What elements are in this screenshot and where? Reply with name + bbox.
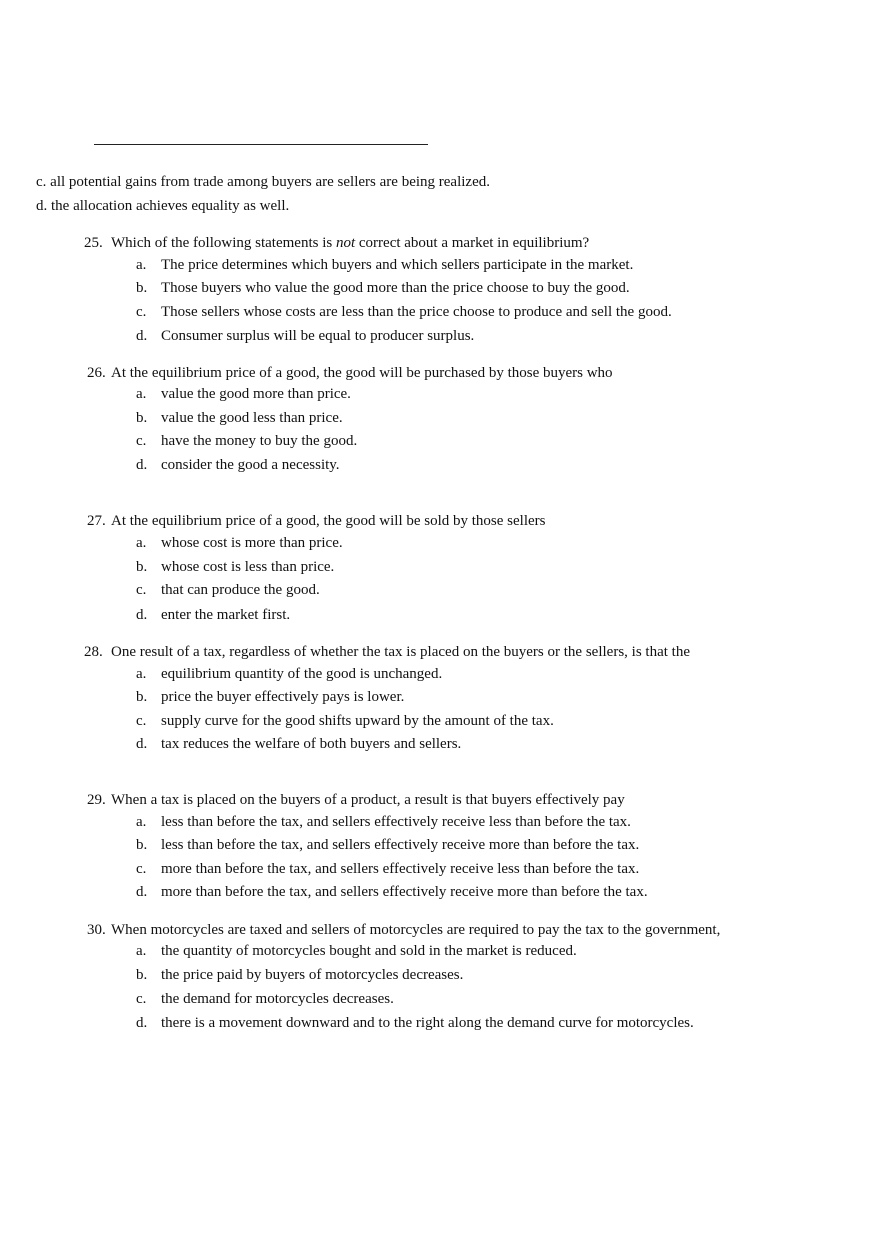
option-letter: d. <box>136 328 148 344</box>
question-number: 26. <box>87 365 106 381</box>
question-stem: When motorcycles are taxed and sellers of motorcycles are required to pay the tax to the government, <box>111 922 721 938</box>
option-text: supply curve for the good shifts upward by the amount of the tax. <box>161 713 554 729</box>
option-letter: b. <box>136 689 148 705</box>
option-text: value the good more than price. <box>161 386 351 402</box>
option-text: whose cost is more than price. <box>161 535 343 551</box>
option-letter: d. <box>136 607 148 623</box>
stem-text: correct about a market in equilibrium? <box>355 235 590 251</box>
option-text: enter the market first. <box>161 607 291 623</box>
option-text: there is a movement downward and to the right along the demand curve for motorcycles. <box>161 1015 694 1031</box>
option-letter: a. <box>136 386 147 402</box>
option-text: equilibrium quantity of the good is unchanged. <box>161 666 443 682</box>
option-letter: d. <box>136 457 148 473</box>
option-text: Those buyers who value the good more than the price choose to buy the good. <box>161 280 630 296</box>
option-text: have the money to buy the good. <box>161 433 358 449</box>
carryover-option-d: d. the allocation achieves equality as well. <box>36 198 290 214</box>
question-number: 25. <box>84 235 103 251</box>
option-letter: c. <box>136 713 147 729</box>
answer-blank-line <box>94 144 428 145</box>
option-letter: a. <box>136 666 147 682</box>
option-letter: d. <box>136 884 148 900</box>
option-text: less than before the tax, and sellers effectively receive less than before the tax. <box>161 814 631 830</box>
option-text: whose cost is less than price. <box>161 559 335 575</box>
question-stem: One result of a tax, regardless of whether the tax is placed on the buyers or the sellers, is that the <box>111 644 690 660</box>
question-stem <box>111 234 589 252</box>
option-letter: b. <box>136 280 148 296</box>
option-letter: c. <box>136 582 147 598</box>
option-text: the quantity of motorcycles bought and sold in the market is reduced. <box>161 943 577 959</box>
option-text: price the buyer effectively pays is lower. <box>161 689 405 705</box>
option-text: consider the good a necessity. <box>161 457 340 473</box>
option-letter: c. <box>136 861 147 877</box>
option-letter: b. <box>136 837 148 853</box>
option-text: Those sellers whose costs are less than the price choose to produce and sell the good. <box>161 304 672 320</box>
option-letter: b. <box>136 967 148 983</box>
option-text: less than before the tax, and sellers effectively receive more than before the tax. <box>161 837 640 853</box>
question-stem: At the equilibrium price of a good, the good will be purchased by those buyers who <box>111 365 613 381</box>
option-text: more than before the tax, and sellers effectively receive more than before the tax. <box>161 884 648 900</box>
question-number: 27. <box>87 513 106 529</box>
option-letter: b. <box>136 410 148 426</box>
option-letter: a. <box>136 814 147 830</box>
option-letter: b. <box>136 559 148 575</box>
option-text: tax reduces the welfare of both buyers and sellers. <box>161 736 462 752</box>
option-text: the price paid by buyers of motorcycles decreases. <box>161 967 464 983</box>
option-text: that can produce the good. <box>161 582 320 598</box>
option-text: Consumer surplus will be equal to producer surplus. <box>161 328 475 344</box>
question-stem: At the equilibrium price of a good, the good will be sold by those sellers <box>111 513 546 529</box>
option-letter: d. <box>136 736 148 752</box>
option-letter: c. <box>136 433 147 449</box>
option-text: the demand for motorcycles decreases. <box>161 991 394 1007</box>
option-letter: a. <box>136 535 147 551</box>
option-letter: a. <box>136 943 147 959</box>
question-number: 30. <box>87 922 106 938</box>
carryover-option-c: c. all potential gains from trade among buyers are sellers are being realized. <box>36 174 490 190</box>
option-text: value the good less than price. <box>161 410 343 426</box>
option-letter: a. <box>136 257 147 273</box>
option-text: more than before the tax, and sellers effectively receive less than before the tax. <box>161 861 640 877</box>
option-text: The price determines which buyers and which sellers participate in the market. <box>161 257 634 273</box>
option-letter: c. <box>136 991 147 1007</box>
stem-emphasis: not <box>335 235 356 251</box>
option-letter: d. <box>136 1015 148 1031</box>
question-stem: When a tax is placed on the buyers of a product, a result is that buyers effectively pay <box>111 792 625 808</box>
option-letter: c. <box>136 304 147 320</box>
question-number: 28. <box>84 644 103 660</box>
stem-text: Which of the following statements is <box>111 235 336 251</box>
question-number: 29. <box>87 792 106 808</box>
